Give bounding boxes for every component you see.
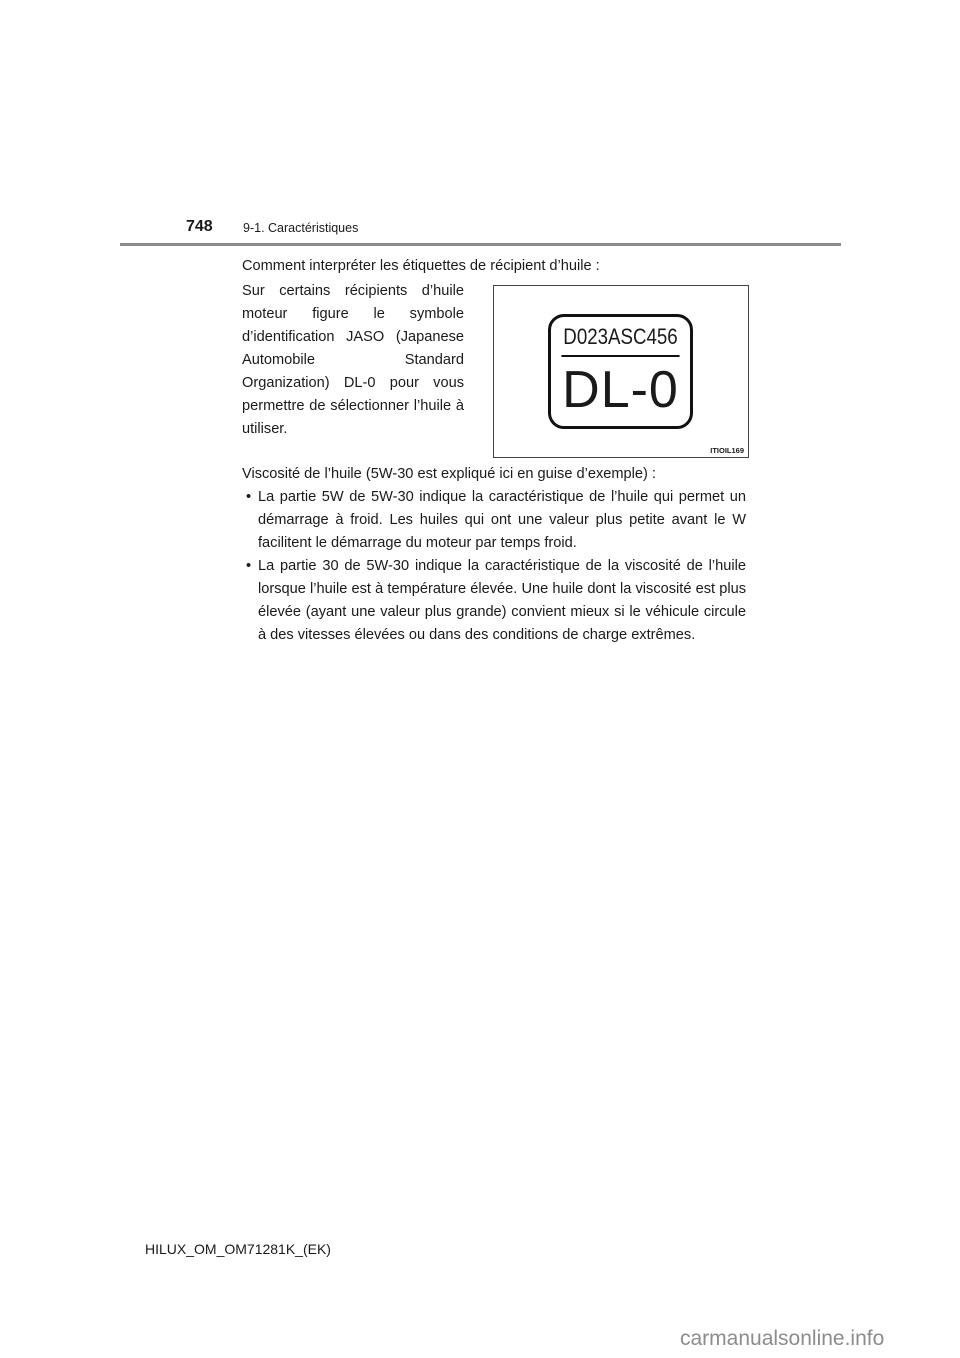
bullet-icon: •: [246, 489, 252, 505]
list-item: [246, 555, 746, 647]
jaso-label-symbol: [548, 314, 693, 429]
viscosity-heading: Viscosité de l’huile (5W-30 est expliqué ici en guise d’exemple) :: [242, 466, 656, 482]
section-title: 9-1. Caractéristiques: [243, 221, 359, 235]
intro-heading: Comment interpréter les étiquettes de récipient d’huile :: [242, 258, 600, 274]
watermark: carmanualsonline.info: [680, 1327, 885, 1350]
label-code: D023ASC456: [561, 317, 679, 357]
oil-label-figure: [493, 285, 749, 458]
bullet-icon: •: [246, 558, 252, 574]
label-grade: DL-0: [562, 361, 679, 419]
jaso-paragraph: Sur certains récipients d’huile moteur figure le symbole d’identification JASO (Japanese Automobile Standard Organization) DL-0 pour vous permettre de sélectionner l’huile à utiliser.: [242, 283, 464, 437]
figure-id: ITIOIL169: [710, 446, 744, 455]
list-item: [246, 486, 746, 555]
list-item-text: La partie 30 de 5W-30 indique la caractéristique de la viscosité de l’huile lorsque l’huile est à température élevée. Une huile dont la viscosité est plus élevée (ayant une valeur plus grande) convient mieux si le véhicule circule à des vitesses élevées ou dans des conditions de charge extrêmes.: [258, 558, 746, 643]
header-divider: [120, 243, 841, 246]
page-number: 748: [186, 218, 213, 235]
footer-doc-id: HILUX_OM_OM71281K_(EK): [145, 1241, 331, 1257]
list-item-text: La partie 5W de 5W-30 indique la caractéristique de l’huile qui permet un démarrage à froid. Les huiles qui ont une valeur plus petite avant le W facilitent le démarrage du moteur par temps froid.: [258, 489, 746, 551]
